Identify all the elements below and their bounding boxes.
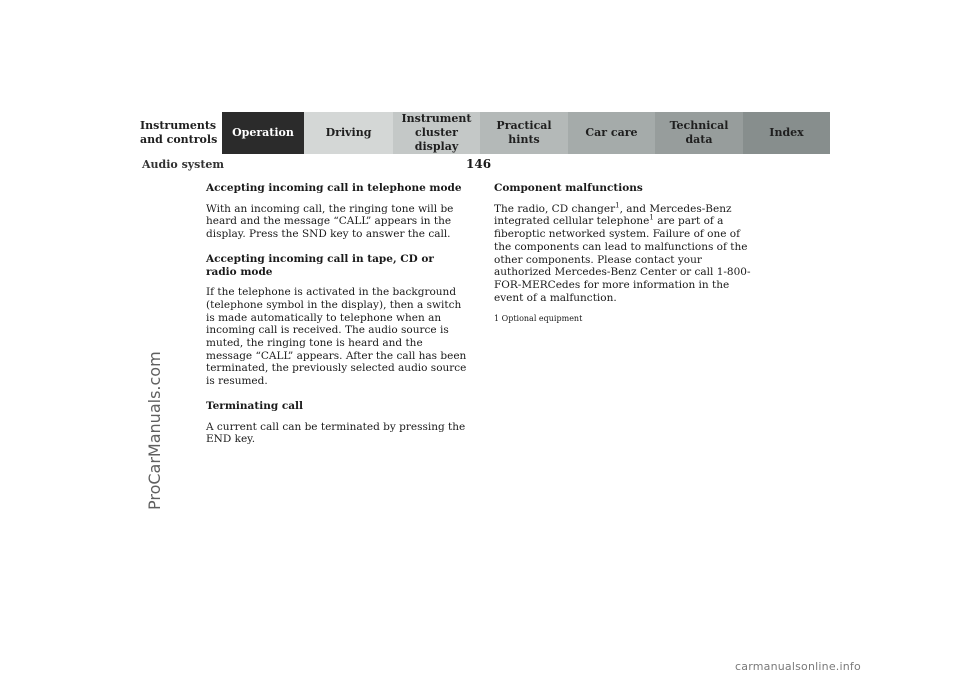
chapter-tabs xyxy=(130,112,830,154)
heading-tape-cd-radio-mode: Accepting incoming call in tape, CD or radio mode xyxy=(206,252,434,278)
heading-terminating-call: Terminating call xyxy=(206,399,304,412)
tab-operation[interactable]: Operation xyxy=(222,112,304,154)
page-number: 146 xyxy=(466,157,492,171)
tab-technical-data[interactable]: Technical data xyxy=(655,112,743,154)
heading-component-malfunctions: Component malfunctions xyxy=(494,182,643,194)
tab-car-care[interactable]: Car care xyxy=(568,112,655,154)
footnote: 1 Optional equipment xyxy=(494,314,583,324)
bottom-watermark: carmanualsonline.info xyxy=(735,660,861,673)
left-column xyxy=(206,182,468,456)
section-title: Audio system xyxy=(142,158,225,171)
right-column xyxy=(494,182,760,334)
tab-index[interactable]: Index xyxy=(743,112,830,154)
tab-instrument-cluster-display[interactable]: Instrument cluster display xyxy=(393,112,480,154)
side-watermark: ProCarManuals.com xyxy=(145,351,164,510)
paragraph-telephone-mode: With an incoming call, the ringing tone will be heard and the message “CALL” appears in the display. Press the SND key to answer the call. xyxy=(206,202,454,241)
footnote-ref: 1 xyxy=(615,201,620,210)
tab-practical-hints[interactable]: Practical hints xyxy=(480,112,568,154)
tab-driving[interactable]: Driving xyxy=(304,112,393,154)
tab-instruments-and-controls[interactable]: Instruments and controls xyxy=(130,112,222,154)
heading-telephone-mode: Accepting incoming call in telephone mode xyxy=(206,182,462,194)
paragraph-component-malfunctions: The radio, CD changer$^1$, and Mercedes-Benz integrated cellular telephone$^1$ are part of a fiberoptic networked system. Failure of one of the components can lead to malfunctions of the other components. Please contact your authorized Mercedes-Benz Center or call 1-800-FOR-MERCedes for more information in the event of a malfunction. xyxy=(494,201,751,304)
footnote-ref: 1 xyxy=(649,213,654,222)
page-header xyxy=(142,158,832,174)
paragraph-terminating-call: A current call can be terminated by pressing the END key. xyxy=(206,420,466,446)
paragraph-tape-cd-radio-mode: If the telephone is activated in the background (telephone symbol in the display), then a switch is made automatically to telephone when an incoming call is received. The audio source is muted, the ringing tone is heard and the message “CALL” appears. After the call has been terminated, the previously selected audio source is resumed. xyxy=(206,286,467,388)
